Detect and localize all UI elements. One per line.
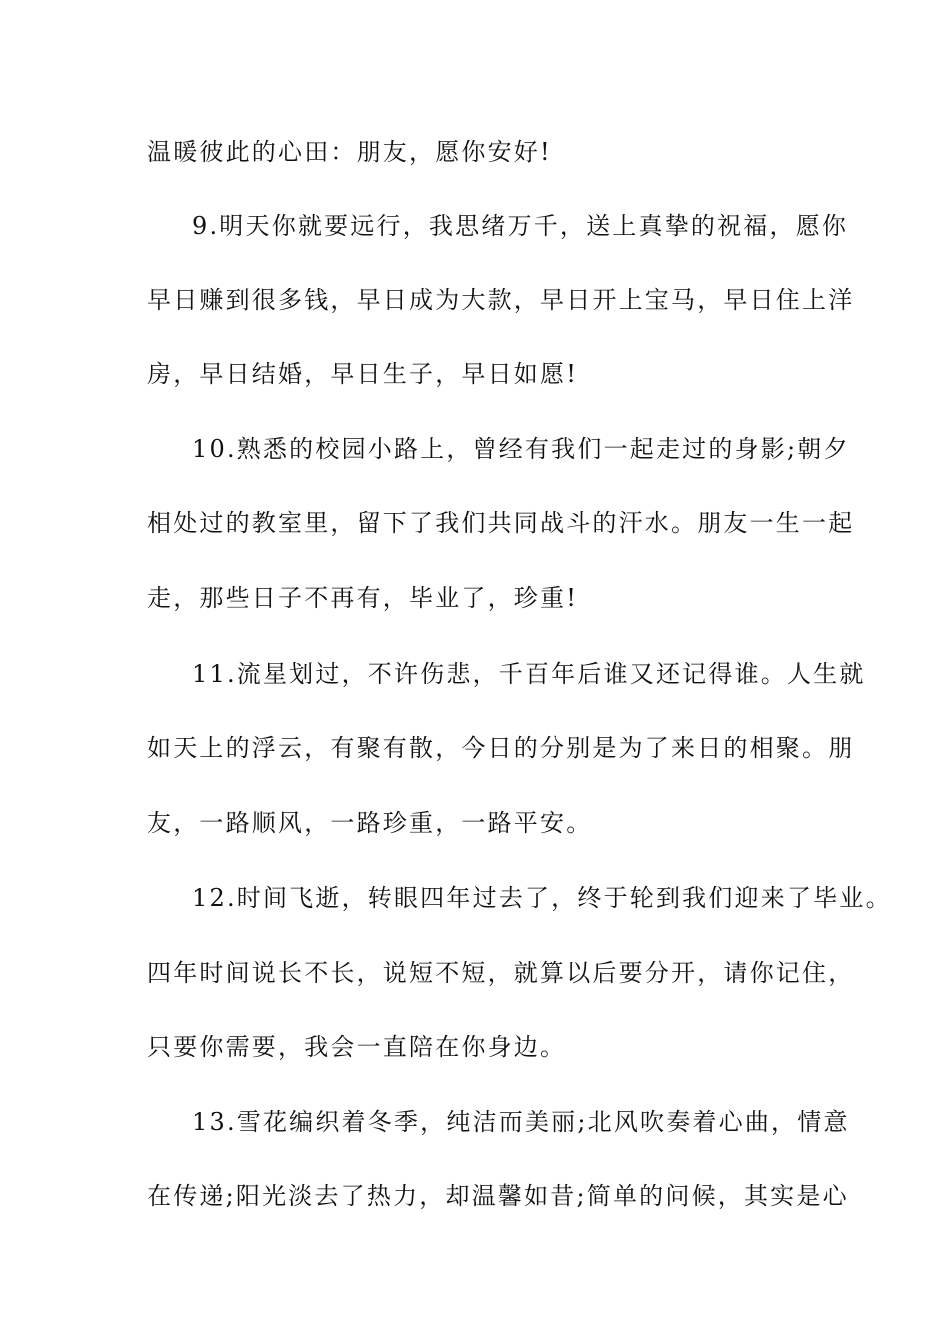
list-item-12-line-1: 12.时间飞逝，转眼四年过去了，终于轮到我们迎来了毕业。 <box>192 884 892 912</box>
list-item-11-line-3: 友，一路顺风，一路珍重，一路平安。 <box>147 809 593 837</box>
list-item-9-line-3: 房，早日结婚，早日生子，早日如愿! <box>147 360 579 388</box>
list-item-9-line-1: 9.明天你就要远行，我思绪万千，送上真挚的祝福，愿你 <box>192 212 849 240</box>
list-item-12-line-2: 四年时间说长不长，说短不短，就算以后要分开，请你记住， <box>147 959 855 987</box>
list-item-10-line-2: 相处过的教室里，留下了我们共同战斗的汗水。朋友一生一起 <box>147 509 855 537</box>
list-item-13-line-2: 在传递;阳光淡去了热力，却温馨如昔;简单的问候，其实是心 <box>147 1182 849 1210</box>
list-item-11-line-2: 如天上的浮云，有聚有散，今日的分别是为了来日的相聚。朋 <box>147 734 855 762</box>
list-item-12-line-3: 只要你需要，我会一直陪在你身边。 <box>147 1033 567 1061</box>
list-item-10-line-3: 走，那些日子不再有，毕业了，珍重! <box>147 584 579 612</box>
list-item-9-line-2: 早日赚到很多钱，早日成为大款，早日开上宝马，早日住上洋 <box>147 286 855 314</box>
text-line: 温暖彼此的心田：朋友，愿你安好! <box>147 138 552 166</box>
list-item-11-line-1: 11.流星划过，不许伤悲，千百年后谁又还记得谁。人生就 <box>192 660 866 688</box>
list-item-13-line-1: 13.雪花编织着冬季，纯洁而美丽;北风吹奏着心曲，情意 <box>192 1108 850 1136</box>
list-item-10-line-1: 10.熟悉的校园小路上，曾经有我们一起走过的身影;朝夕 <box>192 435 850 463</box>
